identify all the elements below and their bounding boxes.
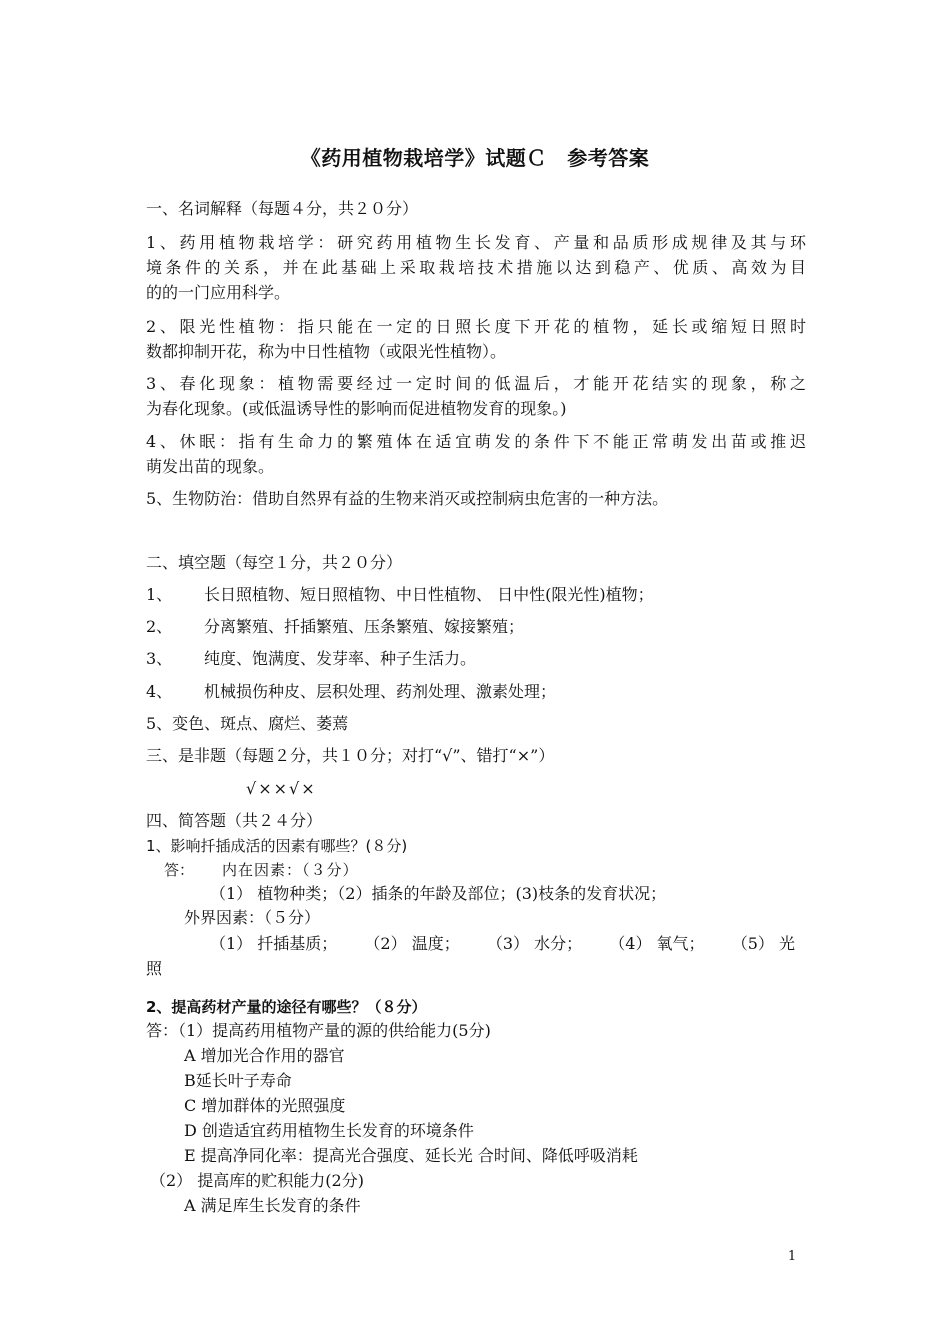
external-item: （1） 扦插基质； xyxy=(210,934,338,953)
q2-part2-item-a: A 满足库生长发育的条件 xyxy=(184,1196,361,1215)
q2-sub-item-e: E 提高净同化率：提高光合强度、延长光 合时间、降低呼吸消耗 xyxy=(184,1146,638,1165)
term4-line2: 萌发出苗的现象。 xyxy=(146,457,275,476)
fill-item-number: 1、 xyxy=(146,585,173,604)
term2-line2: 数都抑制开花，称为中日性植物（或限光性植物）。 xyxy=(146,342,507,361)
term3-line2: 为春化现象。(或低温诱导性的影响而促进植物发育的现象。) xyxy=(146,399,567,418)
internal-factors-items: （1） 植物种类；（2）插条的年龄及部位；(3)枝条的发育状况； xyxy=(210,884,667,903)
term5-line1: 5、生物防治：借助自然界有益的生物来消灭或控制病虫危害的一种方法。 xyxy=(146,489,669,508)
term1-line1: 1、药用植物栽培学：研究药用植物生长发育、产量和品质形成规律及其与环 xyxy=(146,233,806,252)
external-item: （2） 温度； xyxy=(364,934,460,953)
fill-item-number: 4、 xyxy=(146,682,173,701)
external-item: （5） 光 xyxy=(731,934,795,953)
q2-part2: （2） 提高库的贮积能力(2分) xyxy=(150,1171,364,1190)
true-false-answers: √××√× xyxy=(246,779,317,798)
fill-item-4 xyxy=(146,680,806,704)
term1-line2: 境条件的关系，并在此基础上采取栽培技术措施以达到稳产、优质、高效为目 xyxy=(146,258,806,277)
answer-label: 答： xyxy=(164,861,195,879)
fill-item-3 xyxy=(146,647,806,671)
q2-sub-item-d: D 创造适宜药用植物生长发育的环境条件 xyxy=(184,1121,474,1140)
q2-sub-item-b: B延长叶子寿命 xyxy=(184,1071,292,1090)
term4-line1: 4、休眠：指有生命力的繁殖体在适宜萌发的条件下不能正常萌发出苗或推迟 xyxy=(146,432,806,451)
section1-heading: 一、名词解释（每题４分，共２０分） xyxy=(146,199,419,218)
section4-heading: 四、简答题（共２４分） xyxy=(146,811,323,830)
q2-sub-item-c: C 增加群体的光照强度 xyxy=(184,1096,346,1115)
section2-heading: 二、填空题（每空１分，共２０分） xyxy=(146,553,403,572)
fill-item-number: 3、 xyxy=(146,649,173,668)
fill-item-5: 5、变色、斑点、腐烂、萎蔫 xyxy=(146,714,349,733)
fill-item-2 xyxy=(146,615,806,639)
q1-answer-row xyxy=(146,858,806,882)
external-factors-items xyxy=(210,932,795,956)
page-number: 1 xyxy=(787,1249,797,1264)
term3-line1: 3、春化现象：植物需要经过一定时间的低温后，才能开花结实的现象，称之 xyxy=(146,374,806,393)
fill-item-1 xyxy=(146,583,806,607)
fill-item-number: 2、 xyxy=(146,617,173,636)
fill-item-text: 分离繁殖、扦插繁殖、压条繁殖、嫁接繁殖； xyxy=(204,617,525,636)
fill-item-text: 机械损伤种皮、层积处理、药剂处理、激素处理； xyxy=(204,682,557,701)
fill-item-text: 纯度、饱满度、发芽率、种子生活力。 xyxy=(204,649,477,668)
external-item: （3） 水分； xyxy=(486,934,583,953)
external-item: （4） 氧气； xyxy=(609,934,705,953)
q2-sub-item-a: A 增加光合作用的器官 xyxy=(184,1046,345,1065)
section3-heading: 三、是非题（每题２分，共１０分；对打“√”、错打“×”） xyxy=(146,746,555,765)
term2-line1: 2、限光性植物：指只能在一定的日照长度下开花的植物，延长或缩短日照时 xyxy=(146,317,806,336)
external-factors-tail: 照 xyxy=(146,959,163,978)
q2-answer-line1: 答：（1）提高药用植物产量的源的供给能力(5分) xyxy=(146,1021,491,1040)
term1-line3: 的的一门应用科学。 xyxy=(146,283,291,302)
internal-factors-label: 内在因素：（３分） xyxy=(222,861,359,879)
fill-item-text: 长日照植物、短日照植物、中日性植物、 日中性(限光性)植物； xyxy=(204,585,654,604)
q2-question: 2、提高药材产量的途径有哪些？（８分） xyxy=(146,998,427,1016)
document-title: 《药用植物栽培学》试题Ｃ 参考答案 xyxy=(300,146,650,170)
external-factors-label: 外界因素：（５分） xyxy=(184,908,321,927)
q1-question: 1、影响扦插成活的因素有哪些？(８分) xyxy=(146,837,408,855)
